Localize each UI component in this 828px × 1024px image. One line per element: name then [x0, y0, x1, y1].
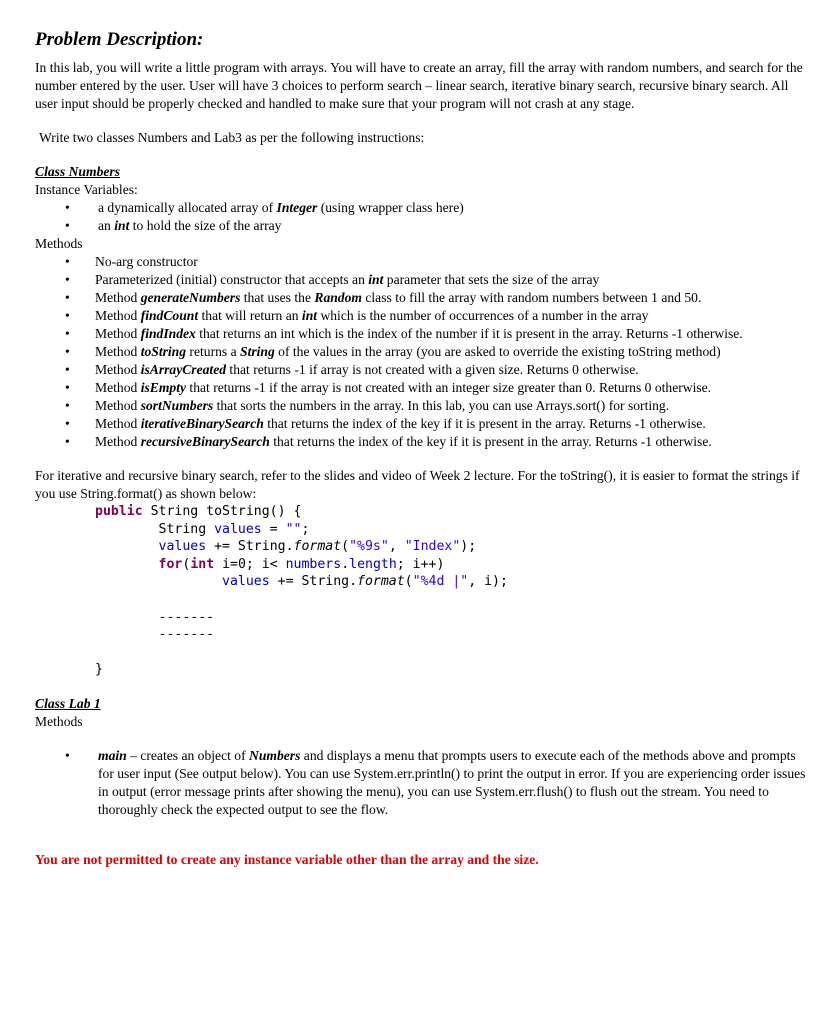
list-item: • Method iterativeBinarySearch that returns the index of the key if it is present in the array. Returns -1 otherwise. [35, 415, 810, 433]
numbers-class-title: Class Numbers [35, 164, 120, 179]
list-item: • Method recursiveBinarySearch that returns the index of the key if it is present in the array. Returns -1 otherwise. [35, 433, 810, 451]
write-two-classes-text: Write two classes Numbers and Lab3 as per the following instructions: [39, 130, 425, 145]
list-item: • Method sortNumbers that sorts the numbers in the array. In this lab, you can use Arrays.sort() for sorting. [35, 397, 810, 415]
document-page [35, 28, 810, 869]
lab-methods-label: Methods [35, 713, 83, 729]
intro-paragraph: In this lab, you will write a little program with arrays. You will have to create an array, fill the array with random numbers, and search for the number entered by the user. User will have 3 choices to perform search – linear search, iterative binary search, recursive binary search. All user input should be properly checked and handled to make sure that your program will not crash at any stage. [35, 60, 803, 111]
warning-text: You are not permitted to create any instance variable other than the array and the size. [35, 851, 539, 867]
binary-search-note: For iterative and recursive binary search, refer to the slides and video of Week 2 lecture. For the toString(), it is easier to format the strings if you use String.format() as shown below: [35, 468, 800, 501]
methods-label: Methods [35, 236, 83, 251]
page-title: Problem Description: [35, 29, 204, 50]
list-item: • Method toString returns a String of the values in the array (you are asked to override the existing toString method) [35, 343, 810, 361]
list-item: • a dynamically allocated array of Integer (using wrapper class here) [35, 199, 810, 217]
list-item: • main – creates an object of Numbers and displays a menu that prompts users to execute each of the methods above and prompts for user input (See output below). You can use System.err.println() to print the output in error. If you are experiencing order issues in output (error message prints after showing the menu), you can use System.err.flush() to flush out the stream. You need to thoroughly check the expected output to see the flow. [35, 747, 810, 819]
lab-methods-list [35, 747, 810, 819]
instance-variables-label: Instance Variables: [35, 182, 138, 197]
list-item: • Method findIndex that returns an int which is the index of the number if it is present in the array. Returns -1 otherwise. [35, 325, 810, 343]
list-item: • an int to hold the size of the array [35, 217, 810, 235]
list-item: • Parameterized (initial) constructor that accepts an int parameter that sets the size of the array [35, 271, 810, 289]
lab-class-title: Class Lab 1 [35, 695, 101, 711]
list-item: • Method findCount that will return an int which is the number of occurrences of a number in the array [35, 307, 810, 325]
code-block: public String toString() { String values = ""; values += String.format("%9s", "Index"); for(int i=0; i< numbers.length; i++) values += String.format("%4d |", i); ------- ------- } [95, 504, 508, 678]
methods-list [35, 253, 810, 451]
instance-variables-list [35, 199, 810, 235]
list-item: • Method isEmpty that returns -1 if the array is not created with an integer size greater than 0. Returns 0 otherwise. [35, 379, 810, 397]
list-item: • Method isArrayCreated that returns -1 if array is not created with a given size. Returns 0 otherwise. [35, 361, 810, 379]
list-item: • No-arg constructor [35, 253, 810, 271]
list-item: • Method generateNumbers that uses the Random class to fill the array with random numbers between 1 and 50. [35, 289, 810, 307]
